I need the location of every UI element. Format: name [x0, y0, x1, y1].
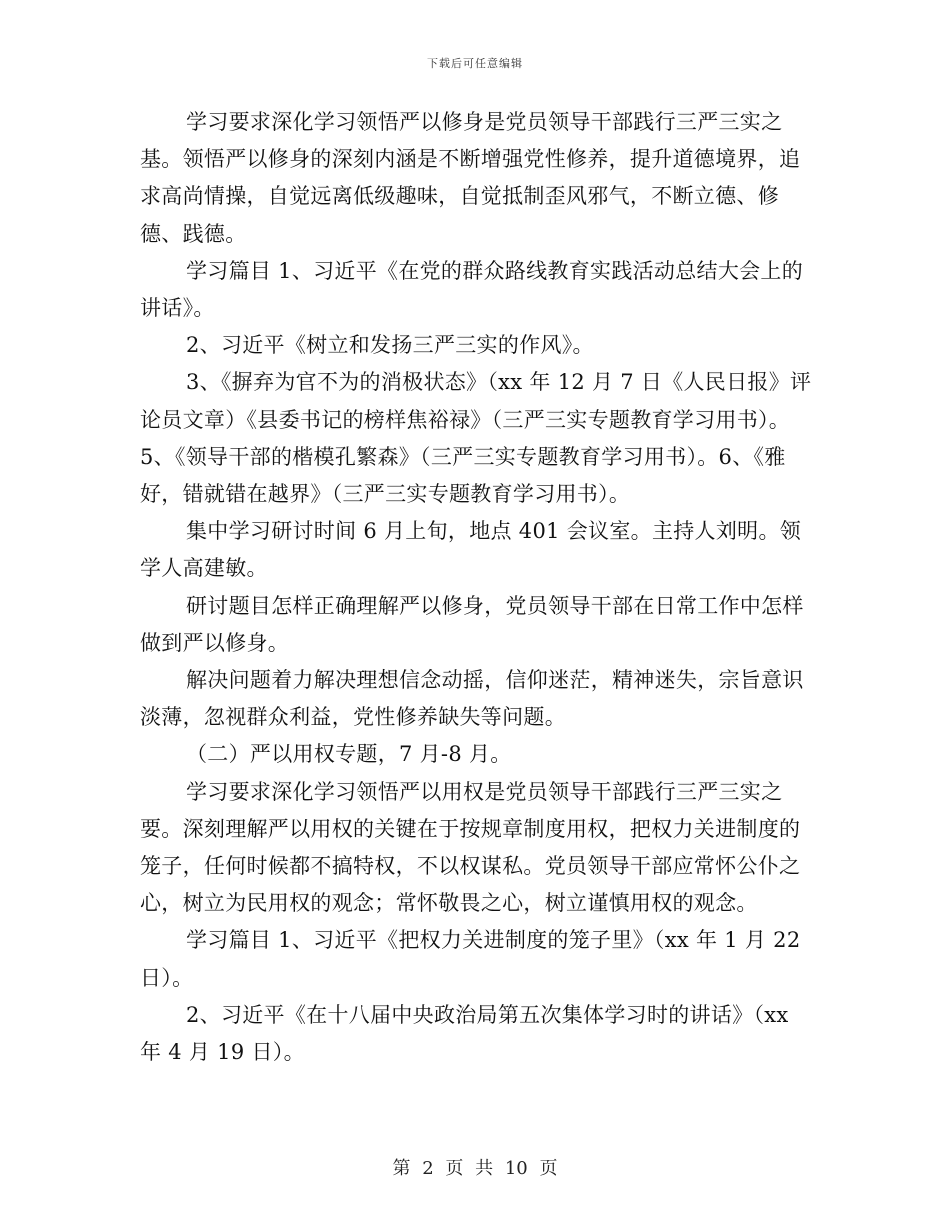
document-body	[140, 104, 816, 1071]
paragraph-discussion-topic: 研讨题目怎样正确理解严以修身，党员领导干部在日常工作中怎样做到严以修身。	[140, 593, 804, 655]
paragraph-study-items-2: 2、习近平《树立和发扬三严三实的作风》。	[186, 333, 594, 358]
paragraph-study-items-3-to-6: 3、《摒弃为官不为的消极状态》（xx 年 12 月 7 日《人民日报》评论员文章）《县委书记的榜样焦裕禄》（三严三实专题教育学习用书）。5、《领导干部的楷模孔繁森》（三严三实专题教育学习用书）。6、《雅好，错就错在越界》（三严三实专题教育学习用书）。	[140, 370, 812, 507]
paragraph-study-requirements-power-use: 学习要求深化学习领悟严以用权是党员领导干部践行三严三实之要。深刻理解严以用权的关键在于按规章制度用权，把权力关进制度的笼子，任何时候都不搞特权，不以权谋私。党员领导干部应常怀公仆之心，树立为民用权的观念；常怀敬畏之心，树立谨慎用权的观念。	[140, 779, 801, 916]
paragraph-power-study-items-2: 2、习近平《在十八届中央政治局第五次集体学习时的讲话》（xx 年 4 月 19 日）。	[140, 1002, 789, 1065]
page-number: 第 2 页 共 10 页	[392, 1158, 558, 1179]
paragraph-study-items-1: 学习篇目 1、习近平《在党的群众路线教育实践活动总结大会上的讲话》。	[140, 258, 804, 321]
page-header-note: 下载后可任意编辑	[427, 57, 523, 70]
paragraph-group-study-schedule: 集中学习研讨时间 6 月上旬，地点 401 会议室。主持人刘明。领学人高建敏。	[140, 519, 802, 581]
paragraph-problems-to-solve: 解决问题着力解决理想信念动摇，信仰迷茫，精神迷失，宗旨意识淡薄，忽视群众利益，党性修养缺失等问题。	[140, 668, 804, 730]
section-heading-power-use: （二）严以用权专题，7 月-8 月。	[186, 742, 512, 767]
paragraph-study-requirements-self-cultivation: 学习要求深化学习领悟严以修身是党员领导干部践行三严三实之基。领悟严以修身的深刻内涵是不断增强党性修养，提升道德境界，追求高尚情操，自觉远离低级趣味，自觉抵制歪风邪气，不断立德、修德、践德。	[140, 110, 801, 246]
paragraph-power-study-items-1: 学习篇目 1、习近平《把权力关进制度的笼子里》（xx 年 1 月 22 日）。	[140, 928, 801, 990]
